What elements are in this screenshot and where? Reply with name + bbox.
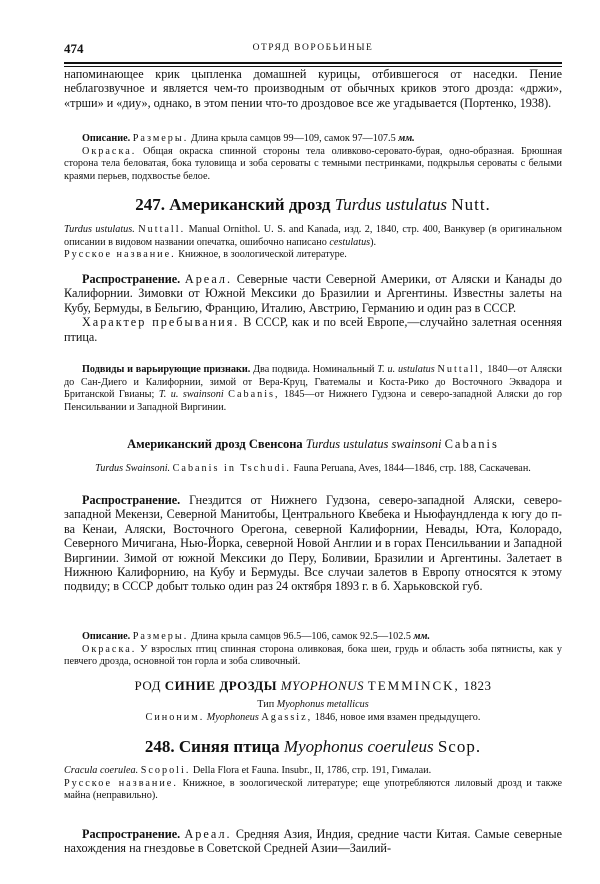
- intro-paragraph: напоминающее крик цыпленка домашней курицы, отбившегося от наседки. Пение неблагозвучное и является чем-то производным от обычных криков этого дрозда: «држи», «трши» и «диу», однако, в этом пении что-то дроздовое все же угадывается (Портенко, 1938).: [64, 67, 562, 110]
- page-number: 474: [64, 41, 84, 56]
- running-title: ОТРЯД ВОРОБЬИНЫЕ: [252, 43, 374, 53]
- intro-section: [64, 67, 562, 110]
- species-247-distribution: Распространение. Ареал. Северные части Северной Америки, от Аляски и Канады до Калифорнии. Зимовки от Южной Мексики до Бразилии и Аргентины. Известны залеты на Кубу, Бермуды, в Бельгию, Францию, Италию, Австрию, Германию и один раз в СССР. Характер пребывания. В СССР, как и по всей Европе,—случайно залетная осенняя птица.: [64, 272, 563, 344]
- genus-heading: РОД СИНИЕ ДРОЗДЫ MYOPHONUS TEMMINCK, 1823: [134, 678, 492, 693]
- swainsoni-synonymy: Turdus Swainsoni. Cabanis in Tschudi. Fauna Peruana, Aves, 1844—1846, стр. 188, Саскачеван.: [95, 463, 531, 474]
- swainsoni-distribution: Распространение. Гнездится от Нижнего Гудзона, северо-западной Аляски, северо-западной Мекензи, Северной Манитобы, Центрального Квебека и Ньюфаундленда к югу до п-ва Кенаи, Аляски, Восточного Орегона, северной Калифорнии, Невады, Юта, Колорадо, Северного Мичигана, Нью-Йорка, северной Новой Англии и в горах Пенсильвании и Западной Виргинии. Зимой от южной Мексики до Перу, Боливии, Бразилии и Аргентины. Залетает в Нижнюю Калифорнию, на Кубу и Бермуды. Все случаи залетов в Европу относятся к этому подвиду; в СССР добыт только один раз 24 октября 1893 г. в б. Харьковской губ.: [64, 493, 562, 594]
- page-header: [64, 40, 562, 58]
- species-247-heading: 247. Американский дрозд Turdus ustulatus Nutt.: [135, 195, 491, 214]
- intro-description: Описание. Размеры. Длина крыла самцов 99—109, самок 97—107.5 мм. Окраска. Общая окраска спинной стороны тела оливково-серовато-бурая, одно-образная. Брюшная сторона тела беловатая, бока туловища и зоба сероваты с темными пестринками, подкрылья сероваты с белыми краями перьев, подхвостье белое.: [64, 133, 562, 182]
- species-248-synonymy: Cracula coerulea. Scopoli. Della Flora et Fauna. Insubr., II, 1786, стр. 191, Гималаи. Русское название. Книжное, в зоологической литературе; еще употребляются лиловый дрозд и также майна (неправильно).: [64, 765, 563, 802]
- species-247-synonymy: Turdus ustulatus. Nuttall. Manual Ornithol. U. S. and Kanada, изд. 2, 1840, стр. 400, Ванкувер (в оригинальном описании в видовом названии опечатка, ошибочно написано cestulatus). Русское название. Книжное, в зоологической литературе.: [64, 224, 563, 261]
- swainsoni-description: Описание. Размеры. Длина крыла самцов 96.5—106, самок 92.5—102.5 мм. Окраска. У взрослых птиц спинная сторона оливковая, бока шеи, грудь и область зоба пятнисты, как у певчего дрозда, основной тон горла и зоба сливочный.: [64, 631, 562, 668]
- swainsoni-heading: Американский дрозд Свенсона Turdus ustulatus swainsoni Cabanis: [127, 437, 499, 451]
- species-248-distribution: Распространение. Ареал. Средняя Азия, Индия, средние части Китая. Самые северные нахождения на гнездовье в Советской Средней Азии—Заилий-: [64, 827, 563, 856]
- desc-label: Описание.: [82, 133, 131, 144]
- species-247-subspecies: Подвиды и варьирующие признаки. Два подвида. Номинальный T. u. ustulatus Nuttall, 1840—от Аляски до Сан-Диего и Калифорнии, зимой от Вера-Круц, Гватемалы и Коста-Рико до Восточного Эквадора и Британской Гвианы; T. u. swainsoni Cabanis, 1845—от Нижнего Гудзона и северо-западной Аляски до гор Пенсильвании и Западной Виргинии.: [64, 364, 563, 413]
- species-248-heading: 248. Синяя птица Myophonus coeruleus Scop.: [144, 737, 482, 756]
- genus-type: Тип Myophonus metallicus Синоним. Myophoneus Agassiz, 1846, новое имя взамен предыдущего.: [145, 699, 481, 723]
